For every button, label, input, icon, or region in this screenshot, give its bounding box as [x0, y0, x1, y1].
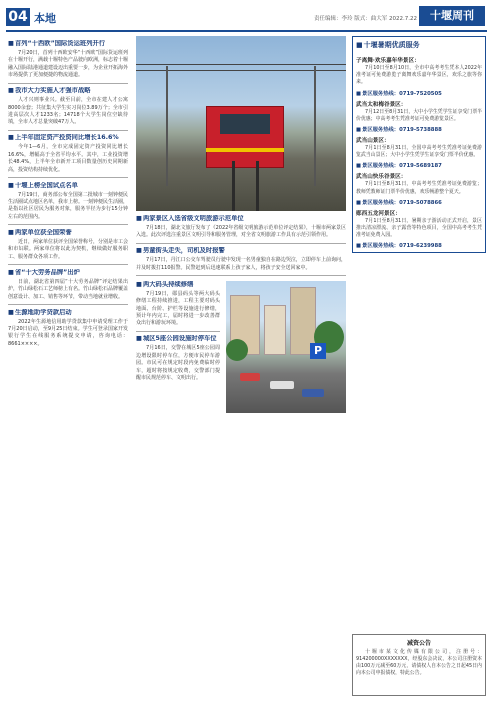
service-hotline: ■ 景区服务热线：0719-5738888 [356, 125, 482, 133]
street-photo [226, 281, 346, 413]
car [240, 373, 260, 381]
divider [8, 130, 128, 131]
company-name: 子离舞·欢乐嘉年华景区： [356, 58, 420, 64]
page-number: 04 [6, 8, 30, 26]
catenary-pole [166, 66, 168, 186]
article-body: 近日，两家单位获评全国荣誉称号，分别是市工会和市妇联。两家单位将以此为契机，继续做好服务职工、服务群众各项工作。 [8, 238, 129, 260]
headline: ■ 两家景区入选省级文明旅游示范单位 [136, 215, 346, 223]
locomotive-window [220, 114, 270, 134]
headline: ■ 首列“十西欧”国际货运班列开行 [8, 40, 128, 48]
company-body: 7月1日至8月31日，中高考考生凭准考证免费游览；教师凭教师证门票半价优惠，欢乐畅游整个夏天。 [356, 181, 482, 195]
building [264, 305, 286, 355]
company-name: 郧西五龙河景区： [356, 210, 401, 217]
box-title: ■ 十堰暑期优质服务 [353, 37, 485, 53]
article-body: 人才兴则事业兴。截至目前，全市在建人才公寓8000余套；共征集大学生实习岗位3.89万个；全市引进高层次人才1233名；14718个大学生岗位空缺待填，全市人才总量突破47万人。 [8, 97, 128, 126]
divider [8, 83, 128, 84]
headline: ■ 男童街头走失，司机及时报警 [136, 247, 346, 255]
car [302, 389, 324, 397]
article-body: 7月19日，商务部公布全国第二批城市一刻钟便民生活圈试点地区名单，我市上榜。一刻钟便民生活圈，是指以社区居民为服务对象，服务半径为步行15分钟左右的范围内。 [8, 191, 129, 220]
headline: ■ 城区5座公园设施时停车位 [136, 335, 220, 343]
article-body: 日前，湖北省第四届“十大劳务品牌”评定结果出炉，竹山绿松石工艺师榜上有名。竹山绿松石品牌覆盖创意设计、加工、销售等环节，带动当地就业增收。 [8, 278, 129, 300]
headline: ■ 我市大力实施人才强市战略 [8, 87, 128, 95]
headline: ■ 省“十大劳务品牌”出炉 [8, 269, 128, 277]
divider [136, 331, 220, 332]
overhead-wire [136, 64, 346, 65]
company-body: 7月1日至8月31日，全国中高考考生凭准考证免费游览武当山景区；大中小学生凭学生证享受门票半价优惠。 [356, 145, 482, 159]
divider [8, 264, 128, 265]
article-body: 2022年生源地信用助学贷款集中申请受理工作于7月20日启动，至9月25日结束。学生可登录国家开发银行学生在线服务系统提交申请，咨询电话：8661××××。 [8, 318, 128, 347]
divider [136, 275, 346, 276]
masthead-logo: 十堰周刊 [419, 6, 485, 26]
headline: ■ 两大码头持续修缮 [136, 281, 220, 289]
company-body: 7月1日至8月31日，暑期亲子游活动正式开启，景区推出清凉漂流、亲子露营等特色项目，全国中高考考生凭准考证免费入园。 [356, 217, 482, 239]
car [270, 381, 294, 389]
company-name: 武当山快乐谷景区： [356, 174, 407, 181]
service-hotline: ■ 景区服务热线：0719-5689187 [356, 161, 482, 169]
page-header [0, 0, 493, 30]
column-3 [352, 36, 486, 253]
article-body: 今年1—6月，全市完成固定资产投资同比增长16.6%，增幅高于全省平均水平。其中，工业投资增长48.4%，上半年全市新开工项目数量创历史同期新高，投资结构持续优化。 [8, 144, 128, 173]
headline: ■ 两家单位获全国荣誉 [8, 229, 128, 237]
parking-sign: P [310, 343, 326, 359]
rail-track [256, 161, 259, 211]
column-1 [8, 36, 128, 348]
tree [226, 339, 248, 361]
train-photo [136, 36, 346, 211]
section-name: 本地 [34, 12, 56, 25]
company-name: 武当山景区： [356, 138, 390, 145]
headline: ■ 上半年固定资产投资同比增长16.6% [8, 134, 128, 142]
article-body: 7月20日，首列十西欧安华“十西欧”国际货运班列在十堰开行，满载十堰特色产品驶向欧洲，标志着十堰融入国际陆港通道建设迈出重要一步，为企业开拓海外市场提供了更加便捷的物流通道。 [8, 50, 129, 79]
service-hotline: ■ 景区服务热线：0719-7520505 [356, 89, 482, 97]
divider [136, 243, 346, 244]
rail-track [232, 161, 235, 211]
editor-credits: 责任编辑：李玲 版式：曲大军 2022.7.22 [314, 16, 417, 22]
company-body: 7月10日至8月10日，全市中高考考生凭本人2022年准考证可免费游览子离舞欢乐嘉年华景区，欢乐之旅等你来。 [356, 65, 482, 86]
notice-body: 十堰市某文化传媒有限公司，注册号：914200000XXXXXXX，经股东会决议，本公司注册资本由100万元减至60万元，请债权人自本公告之日起45日内向本公司申报债权，特此公告。 [356, 649, 482, 676]
capital-reduction-notice [352, 634, 486, 696]
article-body: 7月19日，郧县码头等两大码头修缮工程持续推进，工程主要对码头地面、台阶、护栏等设施进行修缮，预计年内完工，届时将进一步改善群众出行和游玩环境。 [136, 290, 220, 327]
catenary-pole [314, 66, 316, 186]
notice-title: 减资公告 [406, 640, 431, 647]
article-body: 7月16日，交警在城区5座公园周边增设限时停车位，方便市民停车游园。市民可在规定时段内免费临时停车，超时将按规定收费，交警部门提醒市民规范停车、文明出行。 [136, 345, 220, 382]
column-2 [136, 36, 346, 413]
divider [8, 304, 128, 305]
divider [8, 224, 128, 225]
article-body: 7月18日，湖北文旅厅发布了《2022年省级文明旅游示范单位评定结果》，十堰市两家景区入选。此次评选注重景区文明引导和服务管理，对全省文明旅游工作具有示范引领作用。 [136, 225, 346, 239]
service-hotline: ■ 景区服务热线：0719-5078866 [356, 198, 482, 206]
service-hotline: ■ 景区服务热线：0719-6239988 [356, 241, 482, 249]
headline: ■ 十堰上榜全国试点名单 [8, 182, 128, 190]
summer-services-box [352, 36, 486, 253]
locomotive-stripe [206, 148, 284, 152]
header-rule [6, 30, 487, 32]
headline: ■ 生源地助学贷款启动 [8, 309, 128, 317]
company-body: 7月12日至8月31日，大中小学生凭学生证享受门票半价优惠；中高考考生凭准考证可免费游览景区。 [356, 108, 482, 122]
company-name: 武当太和梅谷景区： [356, 101, 407, 108]
article-body: 7月17日，丹江口公交车驾驶员行驶中发现一名男童独自在路边哭泣，立即停车上前询问，并及时拨打110报警。民警赶到后迅速联系上孩子家人，将孩子安全送回家中。 [136, 257, 346, 271]
divider [8, 177, 128, 178]
